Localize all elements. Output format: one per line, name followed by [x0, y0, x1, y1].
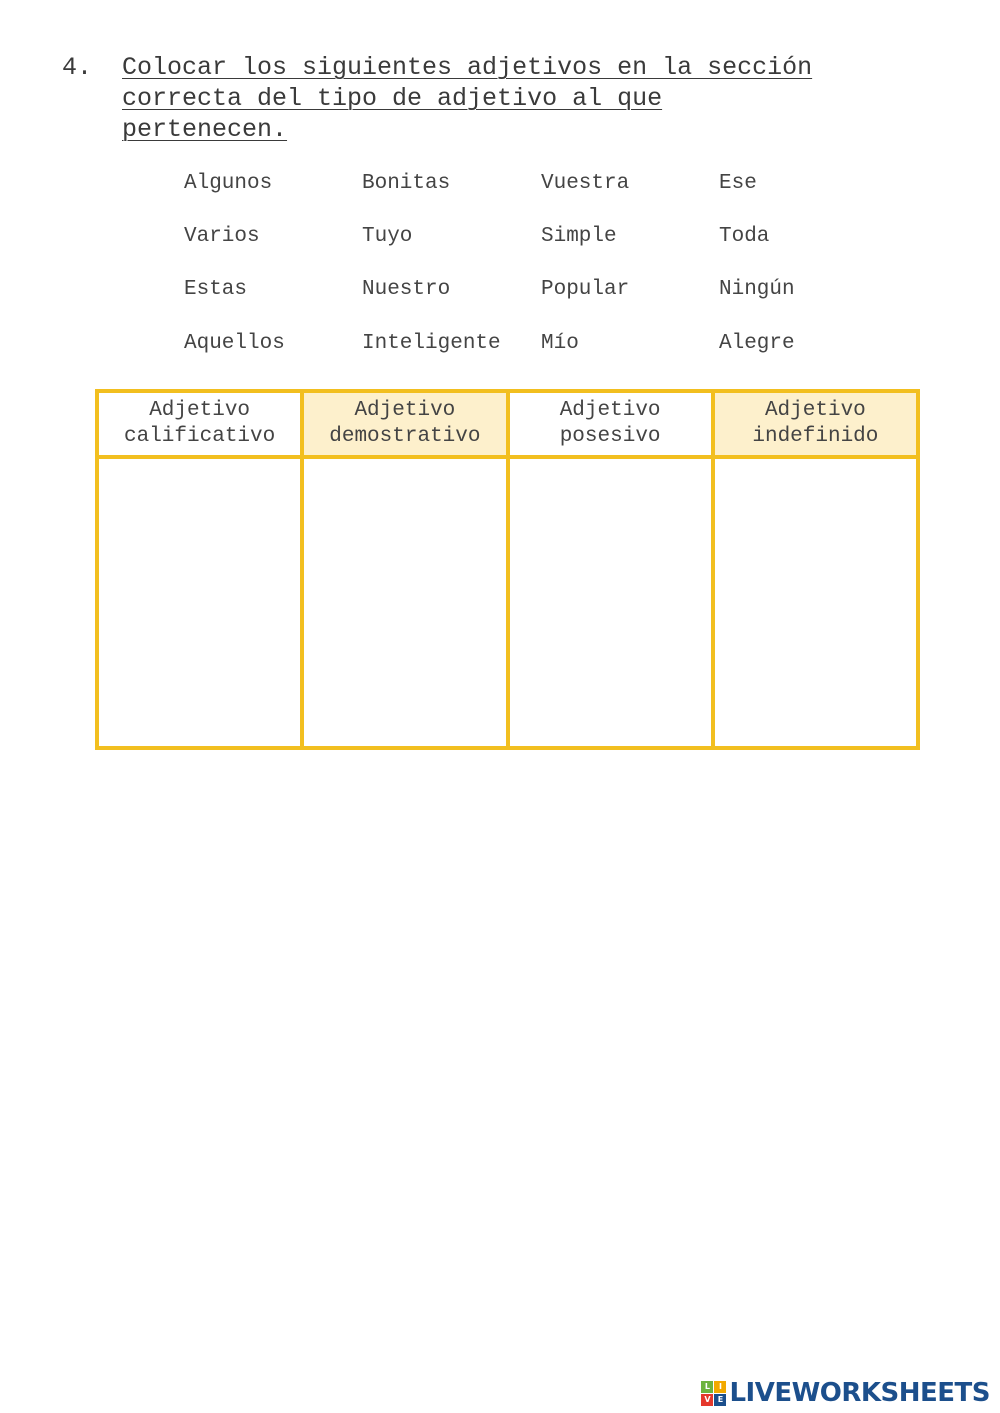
header-calificativo	[97, 391, 302, 457]
logo-letter: E	[714, 1394, 726, 1406]
header-line: demostrativo	[329, 425, 481, 449]
word-item[interactable]: Algunos	[184, 172, 273, 195]
header-indefinido	[713, 391, 918, 457]
word-item[interactable]: Ese	[719, 172, 757, 195]
header-line: Adjetivo	[354, 399, 456, 423]
drop-zone-calificativo[interactable]	[97, 457, 302, 748]
header-line: Adjetivo	[559, 399, 661, 423]
table-drop-row	[97, 457, 918, 748]
word-item[interactable]: Simple	[541, 225, 617, 248]
word-item[interactable]: Nuestro	[362, 278, 451, 301]
word-item[interactable]: Toda	[719, 225, 770, 248]
word-item[interactable]: Vuestra	[541, 172, 630, 195]
instruction-line-1: Colocar los siguientes adjetivos en la sección	[122, 53, 813, 82]
logo-letter: V	[701, 1394, 713, 1406]
word-item[interactable]: Varios	[184, 225, 260, 248]
header-line: posesivo	[559, 425, 661, 449]
logo-letter: I	[714, 1381, 726, 1393]
logo-text: LIVEWORKSHEETS	[729, 1378, 990, 1408]
logo-letter: L	[701, 1381, 713, 1393]
header-demostrativo	[302, 391, 507, 457]
word-item[interactable]: Tuyo	[362, 225, 413, 248]
word-item[interactable]: Ningún	[719, 278, 795, 301]
table-header-row	[97, 391, 918, 457]
question-number: 4.	[62, 53, 93, 82]
header-posesivo	[508, 391, 713, 457]
drop-zone-demostrativo[interactable]	[302, 457, 507, 748]
header-line: Adjetivo	[764, 399, 866, 423]
word-item[interactable]: Aquellos	[184, 332, 285, 355]
instruction-line-3: pertenecen.	[122, 115, 288, 144]
header-line: Adjetivo	[149, 399, 251, 423]
word-item[interactable]: Inteligente	[362, 332, 501, 355]
instruction-line-2: correcta del tipo de adjetivo al que	[122, 84, 663, 113]
logo-mark-icon	[701, 1381, 726, 1406]
instruction-text	[122, 52, 882, 145]
word-item[interactable]: Mío	[541, 332, 579, 355]
header-line: indefinido	[752, 425, 879, 449]
word-item[interactable]: Bonitas	[362, 172, 451, 195]
drop-zone-posesivo[interactable]	[508, 457, 713, 748]
word-item[interactable]: Alegre	[719, 332, 795, 355]
drop-zone-indefinido[interactable]	[713, 457, 918, 748]
word-item[interactable]: Estas	[184, 278, 248, 301]
header-line: calificativo	[124, 425, 276, 449]
liveworksheets-logo	[701, 1378, 990, 1408]
word-item[interactable]: Popular	[541, 278, 630, 301]
classification-table	[95, 389, 920, 750]
